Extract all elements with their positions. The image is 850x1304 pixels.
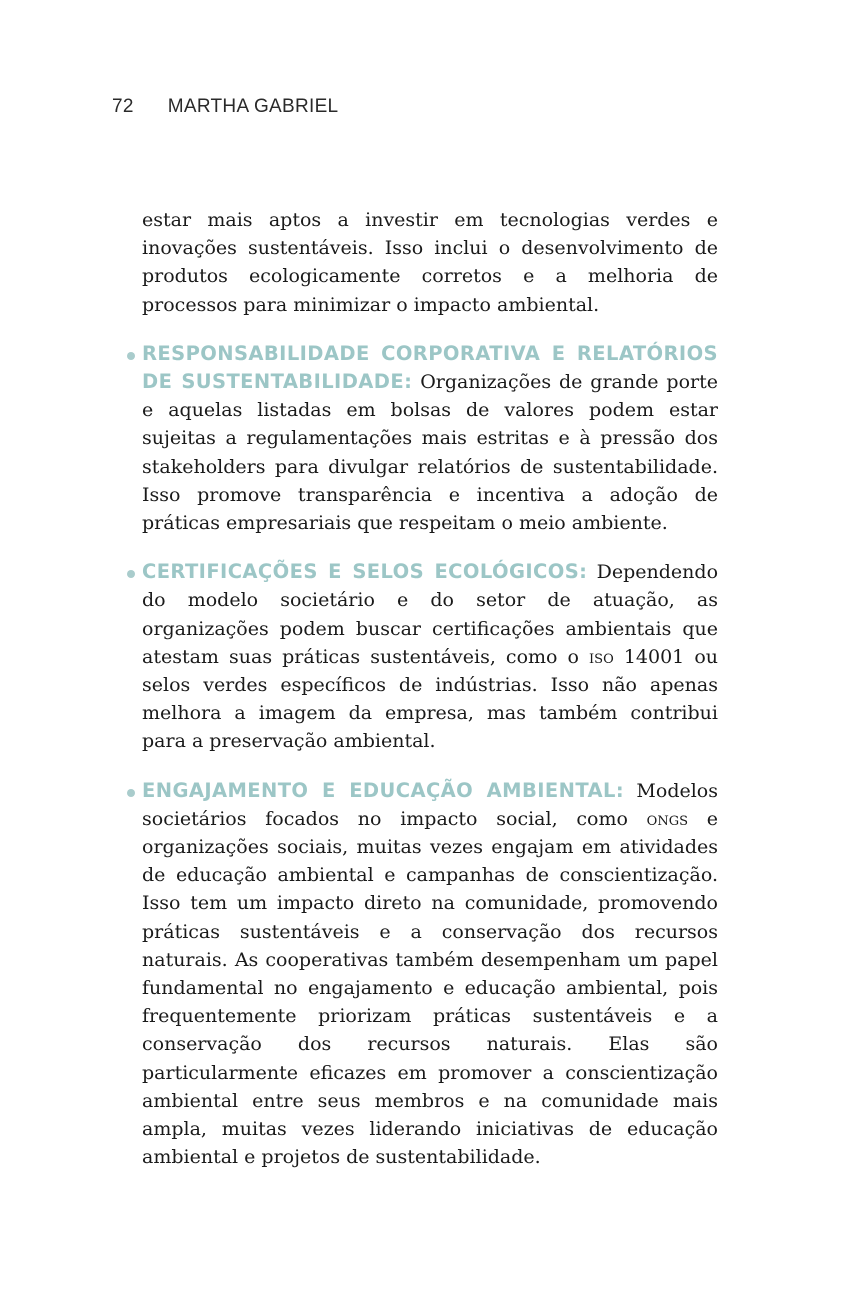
page-number: 72 [112, 96, 134, 117]
bullet-term: ENGAJAMENTO E EDUCAÇÃO AMBIENTAL: [142, 778, 625, 802]
bullet-dot-icon [127, 352, 135, 360]
small-caps-acronym: iso [589, 645, 614, 668]
author-name: MARTHA GABRIEL [167, 96, 339, 117]
bullet-text: Modelos societários focados no impacto social, como [142, 779, 718, 830]
bullet-dot-icon [127, 789, 135, 797]
bullet-text: 14001 ou selos verdes específicos de indústrias. Isso não apenas melhora a imagem da empresa, mas também contribui para a preservação ambiental. [142, 645, 718, 753]
bullet-item-certificacoes [142, 558, 718, 755]
running-header [112, 96, 338, 118]
small-caps-acronym: ongs [646, 807, 688, 830]
bullet-term: RESPONSABILIDADE CORPORATIVA E RELATÓRIOS DE SUSTENTABILIDADE: [142, 341, 718, 394]
bullet-item-engajamento [142, 777, 718, 1172]
bullet-paragraph [142, 558, 718, 755]
bullet-item-responsabilidade [142, 340, 718, 537]
bullet-text: e organizações sociais, muitas vezes engajam em atividades de educação ambiental e campanhas de conscientização. Isso tem um impacto direto na comunidade, promovendo práticas sustentáveis e a conservação dos recursos naturais. As cooperativas também desempenham um papel fundamental no engajamento e educação ambiental, pois frequentemente priorizam práticas sustentáveis e a conservação dos recursos naturais. Elas são particularmente eficazes em promover a conscientização ambiental entre seus membros e na comunidade mais ampla, muitas vezes liderando iniciativas de educação ambiental e projetos de sustentabilidade. [142, 807, 718, 1169]
page-body [142, 206, 718, 1172]
bullet-term: CERTIFICAÇÕES E SELOS ECOLÓGICOS: [142, 560, 588, 584]
bullet-text: Dependendo do modelo societário e do setor de atuação, as organizações podem buscar certificações ambientais que atestam suas práticas sustentáveis, como o [142, 561, 719, 668]
bullet-dot-icon [127, 570, 135, 578]
bullet-paragraph [142, 777, 718, 1172]
intro-paragraph: estar mais aptos a investir em tecnologias verdes e inovações sustentáveis. Isso inclui o desenvolvimento de produtos ecologicamente corretos e a melhoria de processos para minimizar o impacto ambiental. [142, 209, 718, 316]
bullet-text: Organizações de grande porte e aquelas listadas em bolsas de valores podem estar sujeitas a regulamentações mais estritas e à pressão dos stakeholders para divulgar relatórios de sustentabilidade. Isso promove transparência e incentiva a adoção de práticas empresariais que respeitam o meio ambiente. [142, 371, 718, 535]
bullet-paragraph [142, 340, 718, 537]
